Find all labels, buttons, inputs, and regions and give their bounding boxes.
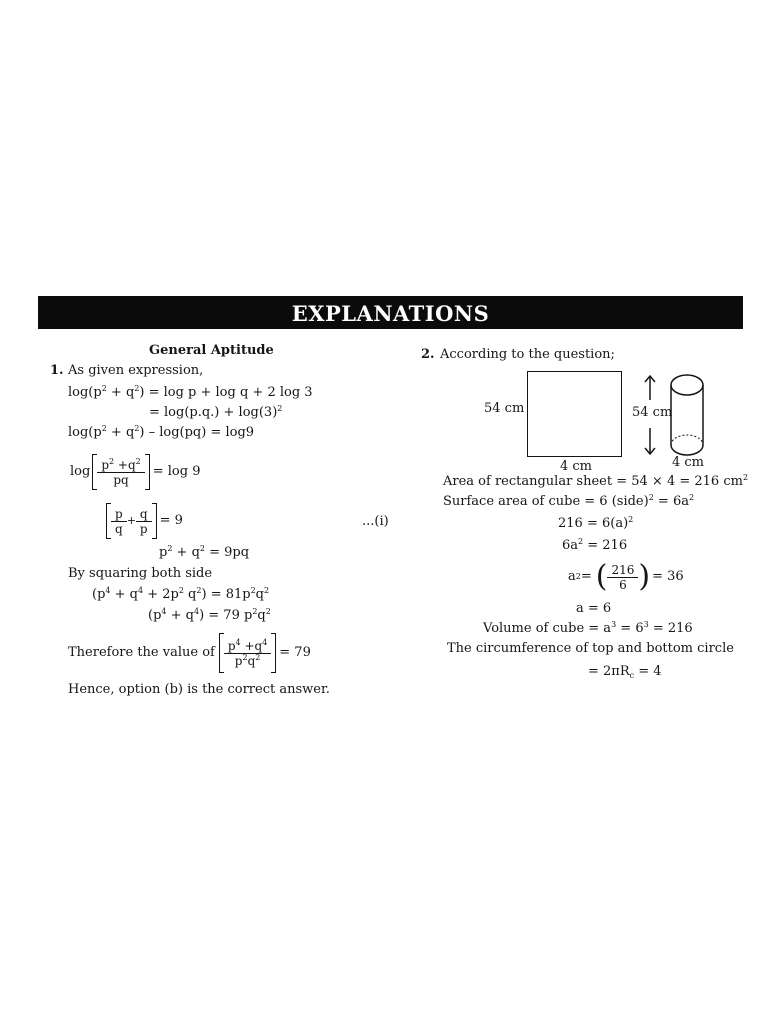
question-number-2: 2.: [421, 347, 435, 362]
rectangular-sheet: [527, 371, 622, 457]
conclusion-text: Hence, option (b) is the correct answer.: [68, 682, 330, 697]
equation-2: $\log(p^2 + q^2) - \log(pq) = \log 9$: [68, 424, 255, 440]
cylinder-icon: [667, 373, 707, 457]
equation-1b: = $\log(p.q.) + \log(3)^2$: [149, 404, 283, 420]
right-bracket: [152, 503, 157, 539]
equation-1a: $\log(p^2 + q^2) = \log p + \log q + 2$ log 3: [68, 384, 313, 400]
squaring-text: By squaring both side: [68, 566, 213, 581]
intro-text-2: According to the question;: [440, 347, 615, 362]
equation-a: a = 6: [576, 601, 612, 616]
equation-a2: a 2 = ( $\frac{216}{6}$ ) = 36: [568, 559, 684, 594]
sheet-side-label: 54 cm: [484, 401, 525, 416]
equation-tag: ...(i): [362, 514, 389, 529]
equation-6a2: $6a^2 = 216$: [562, 537, 628, 553]
equation-4: $\frac{p}{q}$ + $\frac{q}{p}$ = 9: [106, 502, 183, 540]
area-text: Area of rectangular sheet = 54 × 4 = 216 $cm^2$: [443, 473, 749, 489]
right-bracket: [145, 454, 150, 490]
question-number-1: 1.: [50, 363, 64, 378]
volume-text: Volume of cube = $a^3 = 6^3 = 216$: [483, 620, 693, 636]
fraction: $\frac{p^2 +q^2}{pq}$: [97, 458, 144, 487]
equation-5: $p^2 + q^2 = 9pq$: [159, 544, 250, 560]
equation-216: $216 = 6(a)^2$: [558, 515, 634, 531]
surface-area-text: Surface area of cube = 6 (side)$^2$ = $6a^2$: [443, 493, 695, 509]
height-label: 54 cm: [632, 405, 673, 420]
sheet-bottom-label: 4 cm: [560, 459, 593, 474]
equation-3: log $\frac{p^2 +q^2}{pq}$ = log 9: [70, 452, 200, 492]
circumference-text: The circumference of top and bottom circle: [447, 641, 734, 656]
cylinder-label: 4 cm: [672, 455, 705, 470]
equation-6: ($p^4 + q^4 + 2p^2$ $q^2) = 81p^2q^2$: [92, 586, 270, 602]
equation-7: $(p^4 + q^4) = 79$ $p^2q^2$: [148, 607, 271, 623]
explanations-banner: EXPLANATIONS: [38, 296, 743, 329]
section-heading: General Aptitude: [149, 343, 274, 358]
equation-8: Therefore the value of $\frac{p^4 +q^4}{p^2q^2}$ = 79: [68, 632, 311, 674]
intro-text-1: As given expression,: [68, 363, 204, 378]
circumference-equation: = $2\pi R_c = 4$: [588, 664, 662, 680]
right-bracket: [271, 633, 276, 673]
